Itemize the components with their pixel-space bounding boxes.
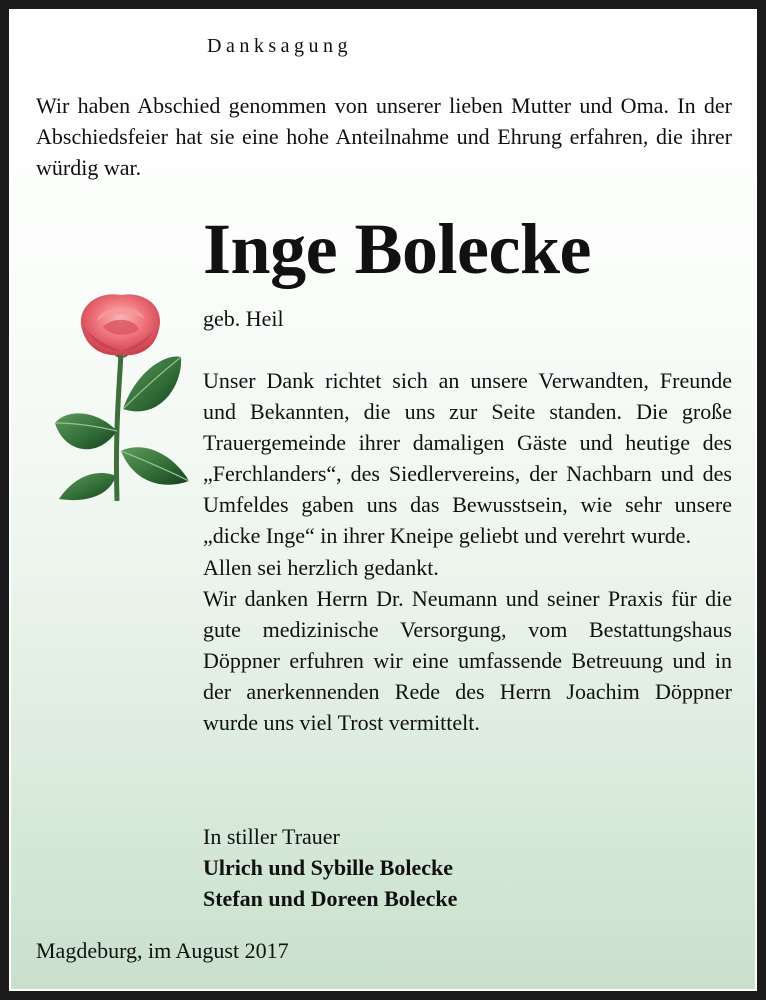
place-date: Magdeburg, im August 2017 (36, 938, 289, 963)
signoff-phrase: In stiller Trauer (203, 824, 340, 849)
thanks-paragraph-general: Allen sei herzlich gedankt. (203, 554, 439, 580)
signoff-block (203, 821, 457, 914)
intro-paragraph: Wir haben Abschied genommen von unserer lieben Mutter und Oma. In der Abschiedsfeier hat sie eine hohe Anteilnahme und Ehrung erfahren, die ihrer würdig war. (36, 93, 732, 180)
signoff-family-1: Ulrich und Sybille Bolecke (203, 855, 453, 880)
notice-frame (9, 9, 757, 991)
deceased-name: Inge Bolecke (203, 209, 591, 289)
thanks-text (203, 365, 732, 738)
notice-heading: Danksagung (207, 35, 352, 57)
rose-icon (41, 291, 191, 501)
thanks-paragraph-relatives: Unser Dank richtet sich an unsere Verwandten, Freunde und Bekannten, die uns zur Seite standen. Die große Trauergemeinde ihrer damaligen Gäste und heutige des „Ferchlanders“, des Siedlervereins, der Nachbarn und des Umfeldes gaben uns das Bewusstsein, wie sehr unsere „dicke Inge“ in ihrer Kneipe geliebt und verehrt wurde. (203, 368, 732, 549)
signoff-family-2: Stefan und Doreen Bolecke (203, 886, 458, 911)
thanks-paragraph-doctor: Wir danken Herrn Dr. Neumann und seiner Praxis für die gute medizinische Versorgung, vom Bestattungshaus Döppner erfuhren wir eine umfassende Betreuung und in der anerkennenden Rede des Herrn Joachim Döppner wurde uns viel Trost vermittelt. (203, 585, 732, 736)
birth-name: geb. Heil (203, 306, 284, 331)
